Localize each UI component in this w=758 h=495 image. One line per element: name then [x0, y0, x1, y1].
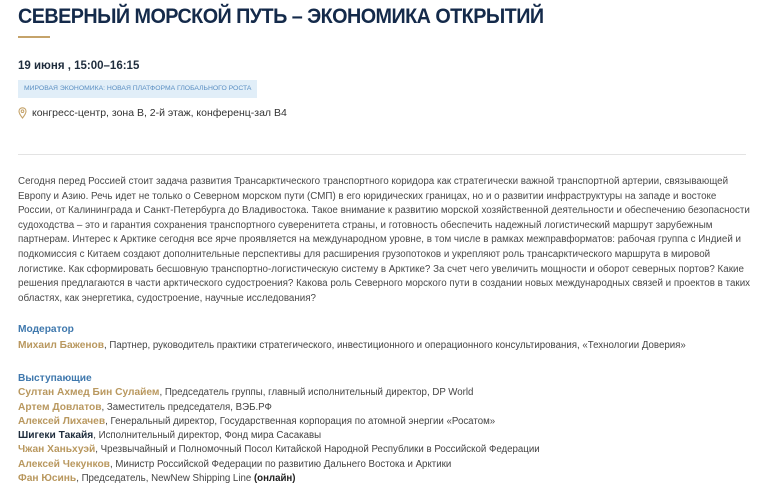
moderator-role: , Партнер, руководитель практики стратегического, инвестиционного и операционного консультирования, «Технологии Доверия»: [104, 340, 686, 351]
speaker-row: [18, 444, 540, 455]
map-pin-icon: [18, 107, 27, 119]
page-title: СЕВЕРНЫЙ МОРСКОЙ ПУТЬ – ЭКОНОМИКА ОТКРЫТИЙ: [18, 4, 544, 28]
speaker-name[interactable]: Чжан Ханьхуэй: [18, 444, 96, 455]
speaker-row: [18, 416, 495, 427]
topic-tag[interactable]: МИРОВАЯ ЭКОНОМИКА: НОВАЯ ПЛАТФОРМА ГЛОБАЛЬНОГО РОСТА: [18, 80, 257, 98]
moderator-label: Модератор: [18, 324, 74, 335]
event-datetime: 19 июня , 15:00–16:15: [18, 60, 140, 72]
speaker-role: , Заместитель председателя, ВЭБ.РФ: [101, 402, 272, 413]
speaker-row: [18, 473, 296, 484]
online-note: (онлайн): [251, 473, 296, 484]
speaker-role: , Председатель, NewNew Shipping Line: [76, 473, 252, 484]
location-text: конгресс-центр, зона B, 2-й этаж, конференц-зал B4: [32, 107, 287, 119]
title-underline: [18, 36, 50, 38]
speaker-name[interactable]: Артем Довлатов: [18, 402, 102, 413]
speaker-row: [18, 387, 473, 398]
speaker-name: Шигеки Такайя: [18, 430, 94, 441]
speaker-row: [18, 430, 321, 441]
section-divider: [18, 154, 746, 155]
speaker-role: , Председатель группы, главный исполнительный директор, DP World: [159, 387, 474, 398]
speaker-name[interactable]: Султан Ахмед Бин Сулайем: [18, 387, 160, 398]
speaker-row: [18, 459, 451, 470]
moderator-name[interactable]: Михаил Баженов: [18, 340, 105, 351]
event-description: Сегодня перед Россией стоит задача развития Трансарктического транспортного коридора как стратегически важной транспортной артерии, связывающей Европу и Азию. Речь идет не только о Северном морском пути (СМП) в его юридических границах, но и о развитии инфраструктуры на западе и востоке России, от Калининграда и Санкт-Петербурга до Владивостока. Такое внимание к развитию морской хозяйственной деятельности и обеспечению безопасности судоходства – это и гарантия сохранения транспортного суверенитета страны, и готовность обеспечить надежный логистический маршрут зарубежным партнерам. Интерес к Арктике сегодня все ярче проявляется на международном уровне, в том числе в рамках межправформатов: рабочая группа с Индией и подкомиссия с Китаем создают дополнительные перспективы для расширения грузопотоков и укрепляют роль трансарктического маршрута в мировой логистике. Как сформировать бесшовную транспортно-логистическую систему в Арктике? За счет чего увеличить мощности и оборот северных портов? Какие решения предлагаются в части арктического судостроения? Какова роль Северного морского пути в создании новых международных связей и проектов в таких областях, как энергетика, судостроение, научные исследования?: [18, 176, 751, 304]
speakers-label: Выступающие: [18, 373, 92, 384]
speaker-name[interactable]: Алексей Чекунков: [18, 459, 110, 470]
speaker-role: , Исполнительный директор, Фонд мира Сасакавы: [93, 430, 322, 441]
speaker-role: , Генеральный директор, Государственная корпорация по атомной энергии «Росатом»: [105, 416, 496, 427]
speaker-row: [18, 402, 272, 413]
speaker-role: , Чрезвычайный и Полномочный Посол Китайской Народной Республики в Российской Федерации: [95, 444, 540, 455]
speaker-name[interactable]: Алексей Лихачев: [18, 416, 106, 427]
speaker-role: , Министр Российской Федерации по развитию Дальнего Востока и Арктики: [109, 459, 452, 470]
speaker-name[interactable]: Фан Юсинь: [18, 473, 77, 484]
moderator-row: [18, 340, 686, 351]
event-location: [18, 107, 287, 119]
